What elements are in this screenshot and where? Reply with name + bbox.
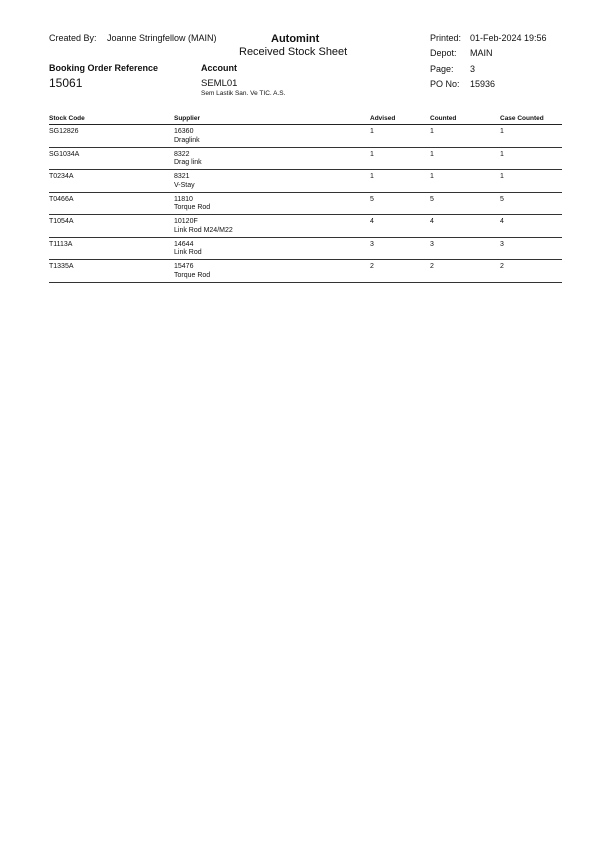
booking-ref-label: Booking Order Reference	[49, 63, 159, 73]
supplier-code-cell: 15476	[174, 263, 194, 270]
po-number: 15936	[470, 79, 496, 89]
supplier-code-cell: 14644	[174, 240, 194, 248]
supplier-desc-cell: Torque Rod	[174, 271, 211, 279]
advised-cell: 2	[370, 263, 374, 270]
supplier-code-cell: 16360	[174, 128, 194, 135]
po-label: PO No:	[430, 79, 460, 89]
supplier-desc-cell: Drag link	[174, 159, 202, 166]
counted-cell: 1	[430, 150, 434, 158]
row-divider	[49, 282, 562, 283]
supplier-code-cell: 8321	[174, 173, 190, 180]
supplier-code-cell: 8322	[174, 150, 190, 158]
page-number: 3	[470, 64, 476, 74]
counted-cell: 3	[430, 240, 434, 248]
stock-code-cell: T0466A	[49, 195, 74, 203]
stock-code-cell: T1113A	[49, 240, 73, 248]
advised-cell: 4	[370, 218, 374, 225]
advised-cell: 3	[370, 240, 374, 248]
advised-cell: 1	[370, 173, 374, 180]
row-divider	[49, 237, 562, 238]
counted-cell: 2	[430, 263, 434, 270]
company-name: Automint	[271, 33, 320, 45]
row-divider	[49, 259, 562, 260]
counted-cell: 1	[430, 128, 434, 135]
row-divider	[49, 147, 562, 148]
depot-label: Depot:	[430, 48, 457, 58]
col-counted: Counted	[430, 115, 457, 122]
row-divider	[49, 192, 562, 193]
stock-code-cell: SG12826	[49, 128, 79, 135]
depot-value: MAIN	[470, 48, 493, 58]
header-rule	[49, 124, 562, 125]
supplier-desc-cell: Draglink	[174, 136, 200, 144]
stock-code-cell: T1335A	[49, 263, 74, 270]
stock-code-cell: T1054A	[49, 218, 74, 225]
created-by-label: Created By:	[49, 33, 97, 43]
case-counted-cell: 4	[500, 218, 504, 225]
report-title: Received Stock Sheet	[239, 46, 348, 58]
case-counted-cell: 1	[500, 173, 504, 180]
case-counted-cell: 5	[500, 195, 504, 203]
printed-label: Printed:	[430, 33, 462, 43]
stock-code-cell: SG1034A	[49, 150, 80, 158]
advised-cell: 1	[370, 128, 374, 135]
counted-cell: 5	[430, 195, 434, 203]
col-stock-code: Stock Code	[49, 115, 85, 122]
advised-cell: 1	[370, 150, 374, 158]
supplier-desc-cell: Link Rod	[174, 249, 202, 256]
account-code: SEML01	[201, 78, 238, 89]
col-case-counted: Case Counted	[500, 115, 544, 122]
case-counted-cell: 1	[500, 150, 504, 158]
col-advised: Advised	[370, 115, 396, 122]
row-divider	[49, 214, 562, 215]
booking-ref-value: 15061	[49, 76, 83, 90]
row-divider	[49, 169, 562, 170]
counted-cell: 4	[430, 218, 434, 225]
case-counted-cell: 1	[500, 128, 504, 135]
printed-value: 01-Feb-2024 19:56	[470, 33, 547, 43]
supplier-desc-cell: V-Stay	[174, 181, 195, 189]
col-supplier: Supplier	[174, 115, 201, 122]
case-counted-cell: 2	[500, 263, 504, 270]
case-counted-cell: 3	[500, 240, 504, 248]
created-by-value: Joanne Stringfellow (MAIN)	[107, 33, 217, 43]
stock-code-cell: T0234A	[49, 173, 74, 180]
advised-cell: 5	[370, 195, 374, 203]
supplier-code-cell: 11810	[174, 195, 193, 203]
page-label: Page:	[430, 64, 454, 74]
supplier-desc-cell: Torque Rod	[174, 204, 211, 211]
account-label: Account	[201, 63, 237, 73]
supplier-code-cell: 10120F	[174, 218, 198, 225]
counted-cell: 1	[430, 173, 434, 180]
supplier-desc-cell: Link Rod M24/M22	[174, 226, 233, 234]
account-name: Sem Lastik San. Ve TIC. A.S.	[201, 90, 286, 97]
